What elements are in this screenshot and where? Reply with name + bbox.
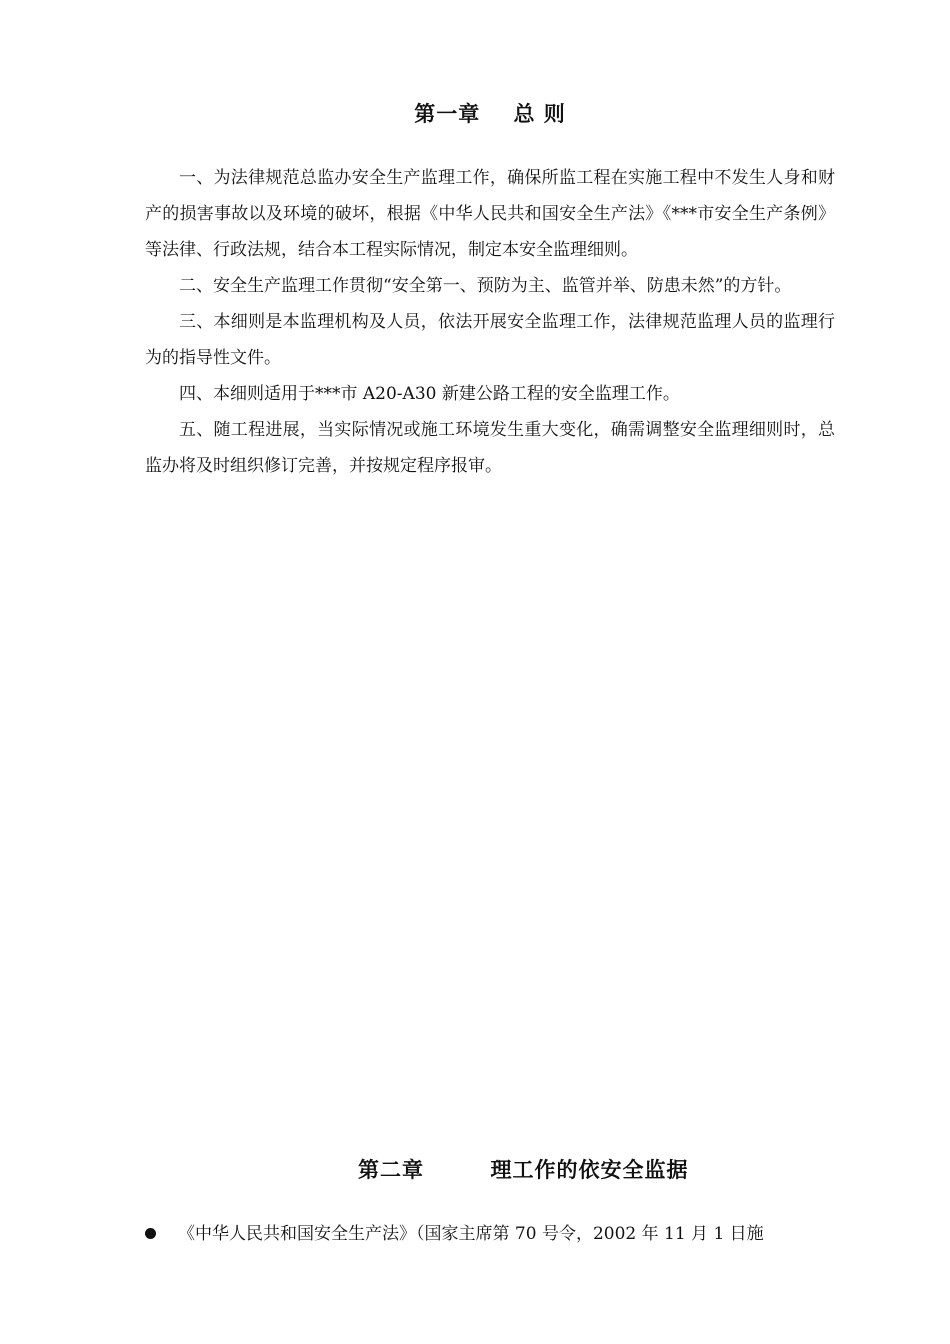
paragraph-5: 五、随工程进展，当实际情况或施工环境发生重大变化，确需调整安全监理细则时，总监办将及时组织修订完善，并按规定程序报审。 — [145, 420, 835, 476]
chapter-1-body — [145, 160, 835, 484]
paragraph-3: 三、本细则是本监理机构及人员，依法开展安全监理工作，法律规范监理人员的监理行为的指导性文件。 — [145, 312, 835, 368]
paragraph-2: 二、安全生产监理工作贯彻“安全第一、预防为主、监管并举、防患未然”的方针。 — [179, 276, 792, 296]
list-item — [145, 1216, 835, 1252]
chapter-1-title: 第一章 总 则 — [414, 101, 566, 126]
bullet-text: 《中华人民共和国安全生产法》（国家主席第 70 号令，2002 年 11 月 1 日施 — [178, 1224, 764, 1244]
chapter-2-title: 第二章 理工作的依安全监据 — [358, 1157, 689, 1182]
paragraph-1: 一、为法律规范总监办安全生产监理工作，确保所监工程在实施工程中不发生人身和财产的损害事故以及环境的破坏，根据《中华人民共和国安全生产法》《***市安全生产条例》等法律、行政法规，结合本工程实际情况，制定本安全监理细则。 — [145, 168, 835, 260]
paragraph-4: 四、本细则适用于***市 A20-A30 新建公路工程的安全监理工作。 — [179, 384, 680, 404]
bullet-icon — [145, 1228, 156, 1239]
